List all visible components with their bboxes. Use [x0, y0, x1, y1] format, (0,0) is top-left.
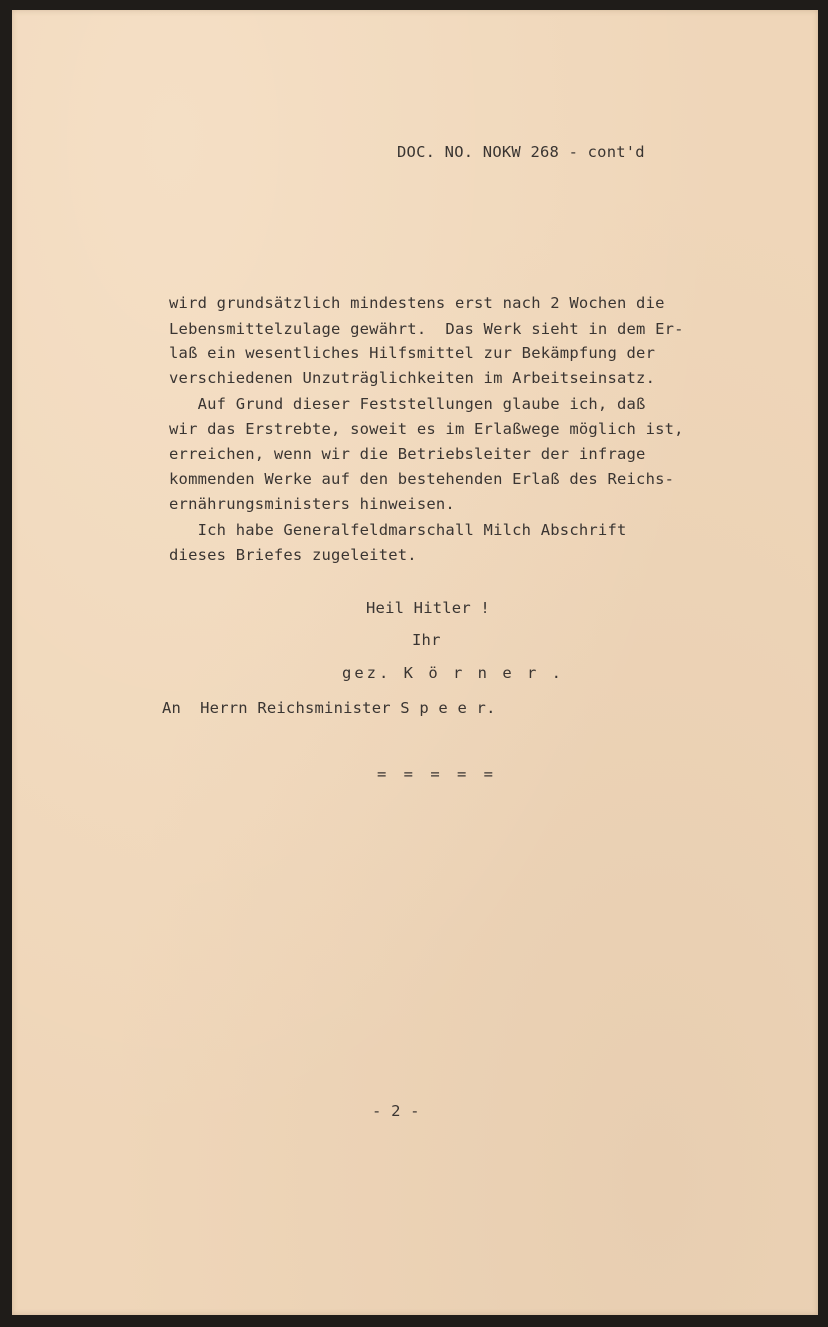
body-line-5: Auf Grund dieser Feststellungen glaube ich, daß — [169, 395, 646, 413]
document-page — [12, 10, 818, 1315]
addressee: An Herrn Reichsminister S p e e r. — [162, 699, 496, 717]
body-line-4: verschiedenen Unzuträglichkeiten im Arbeitseinsatz. — [169, 369, 656, 387]
salutation: Heil Hitler ! — [366, 599, 490, 617]
body-line-1: wird grundsätzlich mindestens erst nach 2 Wochen die — [169, 294, 665, 312]
signature: gez. K ö r n e r . — [342, 664, 564, 682]
body-line-3: laß ein wesentliches Hilfsmittel zur Bekämpfung der — [169, 344, 656, 362]
document-number-header: DOC. NO. NOKW 268 - cont'd — [397, 143, 645, 161]
body-line-7: erreichen, wenn wir die Betriebsleiter der infrage — [169, 445, 646, 463]
body-line-11: dieses Briefes zugeleitet. — [169, 546, 417, 564]
body-line-9: ernährungsministers hinweisen. — [169, 495, 455, 513]
body-line-2: Lebensmittelzulage gewährt. Das Werk sieht in dem Er- — [169, 320, 684, 338]
body-line-6: wir das Erstrebte, soweit es im Erlaßwege möglich ist, — [169, 420, 684, 438]
body-line-10: Ich habe Generalfeldmarschall Milch Abschrift — [169, 521, 627, 539]
closing: Ihr — [412, 631, 441, 649]
page-number: - 2 - — [372, 1102, 420, 1120]
separator: = = = = = — [377, 765, 497, 783]
body-line-8: kommenden Werke auf den bestehenden Erlaß des Reichs- — [169, 470, 675, 488]
